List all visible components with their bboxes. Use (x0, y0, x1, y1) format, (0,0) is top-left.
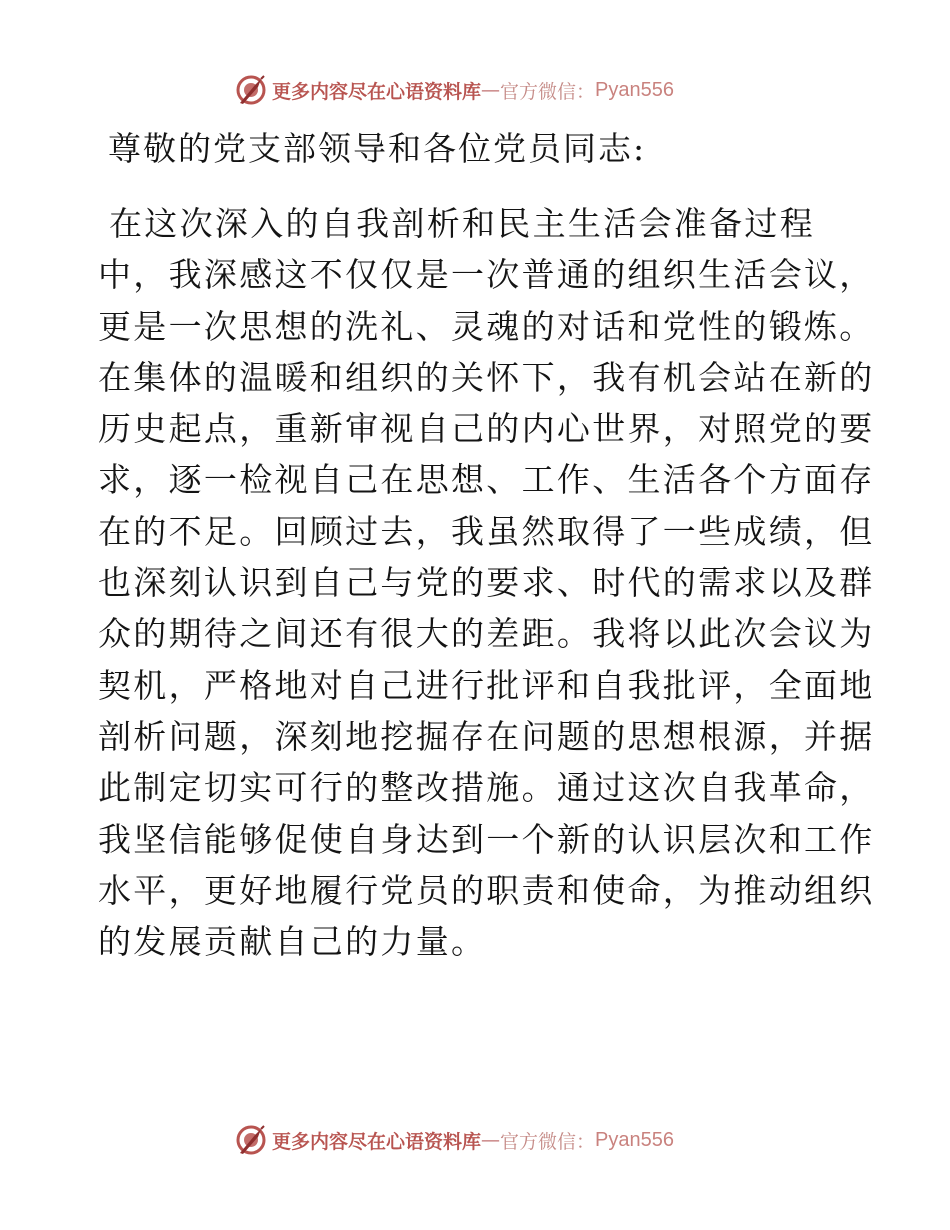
paragraph-line: 中，我深感这不仅仅是一次普通的组织生活会议， (98, 255, 875, 295)
paragraph-line: 也深刻认识到自己与党的要求、时代的需求以及群 (98, 563, 875, 603)
watermark-separator: — (481, 1129, 501, 1151)
paragraph-line: 契机，严格地对自己进行批评和自我批评，全面地 (98, 665, 875, 705)
watermark-wechat-label: 官方微信： (500, 80, 596, 103)
header-watermark (234, 72, 674, 108)
footer-watermark (234, 1122, 674, 1158)
paragraph-line: 历史起点，重新审视自己的内心世界，对照党的要 (98, 409, 875, 449)
watermark-brand-text: 更多内容尽在心语资料库 (272, 80, 482, 103)
paragraph-line: 此制定切实可行的整改措施。通过这次自我革命， (98, 768, 875, 808)
paragraph-line: 众的期待之间还有很大的差距。我将以此次会议为 (98, 614, 875, 654)
paragraph-line: 求，逐一检视自己在思想、工作、生活各个方面存 (98, 460, 875, 500)
paragraph-line: 剖析问题，深刻地挖掘存在问题的思想根源，并据 (98, 716, 875, 756)
paragraph-line: 水平，更好地履行党员的职责和使命，为推动组织 (98, 870, 875, 910)
quill-pen-circle-icon (234, 1123, 268, 1157)
paragraph-line: 我坚信能够促使自身达到一个新的认识层次和工作 (98, 819, 875, 859)
body-paragraph (98, 198, 875, 967)
watermark-wechat-id: Pyan556 (595, 78, 674, 101)
paragraph-line: 在集体的温暖和组织的关怀下，我有机会站在新的 (98, 357, 875, 397)
watermark-separator: — (481, 79, 501, 101)
quill-pen-circle-icon (234, 73, 268, 107)
paragraph-line: 更是一次思想的洗礼、灵魂的对话和党性的锻炼。 (98, 306, 875, 346)
watermark-brand-text: 更多内容尽在心语资料库 (272, 1130, 482, 1153)
salutation: 尊敬的党支部领导和各位党员同志: (108, 129, 647, 168)
paragraph-line: 在这次深入的自我剖析和民主生活会准备过程 (109, 204, 815, 243)
watermark-wechat-label: 官方微信： (500, 1130, 596, 1153)
paragraph-line: 的发展贡献自己的力量。 (98, 922, 487, 962)
paragraph-line: 在的不足。回顾过去，我虽然取得了一些成绩，但 (98, 511, 875, 551)
watermark-wechat-id: Pyan556 (595, 1128, 674, 1151)
